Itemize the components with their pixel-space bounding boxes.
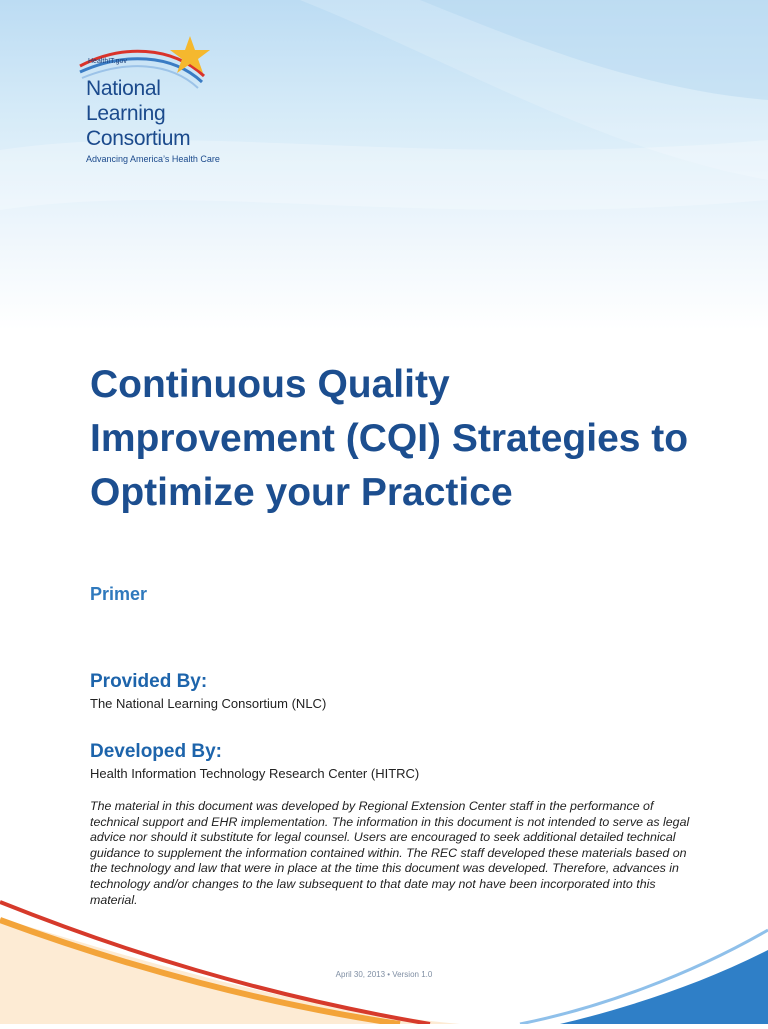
document-title: Continuous Quality Improvement (CQI) Strategies to Optimize your Practice xyxy=(90,363,689,514)
logo-word-consortium: Consortium xyxy=(86,127,191,150)
footer-date-version: April 30, 2013 • Version 1.0 xyxy=(335,970,433,979)
disclaimer-paragraph: The material in this document was developed by Regional Extension Center staff in the performance of technical support and EHR implementation. The information in this document is not intended to serve as legal advice nor should it substitute for legal counsel. Users are encouraged to seek additional detailed technical guidance to supplement the information contained within. The REC staff developed these materials based on the technology and law that were in place at the time this document was developed. Therefore, advances in technology and/or changes to the law subsequent to that date may not have been incorporated into this material. xyxy=(90,799,690,907)
provided-by-heading: Provided By: xyxy=(90,671,208,692)
logo-healthit-text: HealthIT.gov xyxy=(88,58,127,65)
logo-word-learning: Learning xyxy=(86,102,166,125)
footer-swoosh-decoration xyxy=(0,890,768,1024)
document-subtitle: Primer xyxy=(90,584,148,604)
developed-by-text: Health Information Technology Research Center (HITRC) xyxy=(90,766,420,781)
star-icon xyxy=(170,36,210,73)
developed-by-heading: Developed By: xyxy=(90,741,222,762)
logo-tagline: Advancing America’s Health Care xyxy=(86,154,220,164)
provided-by-text: The National Learning Consortium (NLC) xyxy=(90,696,327,711)
nlc-logo xyxy=(72,36,272,171)
logo-word-national: National xyxy=(86,77,161,100)
